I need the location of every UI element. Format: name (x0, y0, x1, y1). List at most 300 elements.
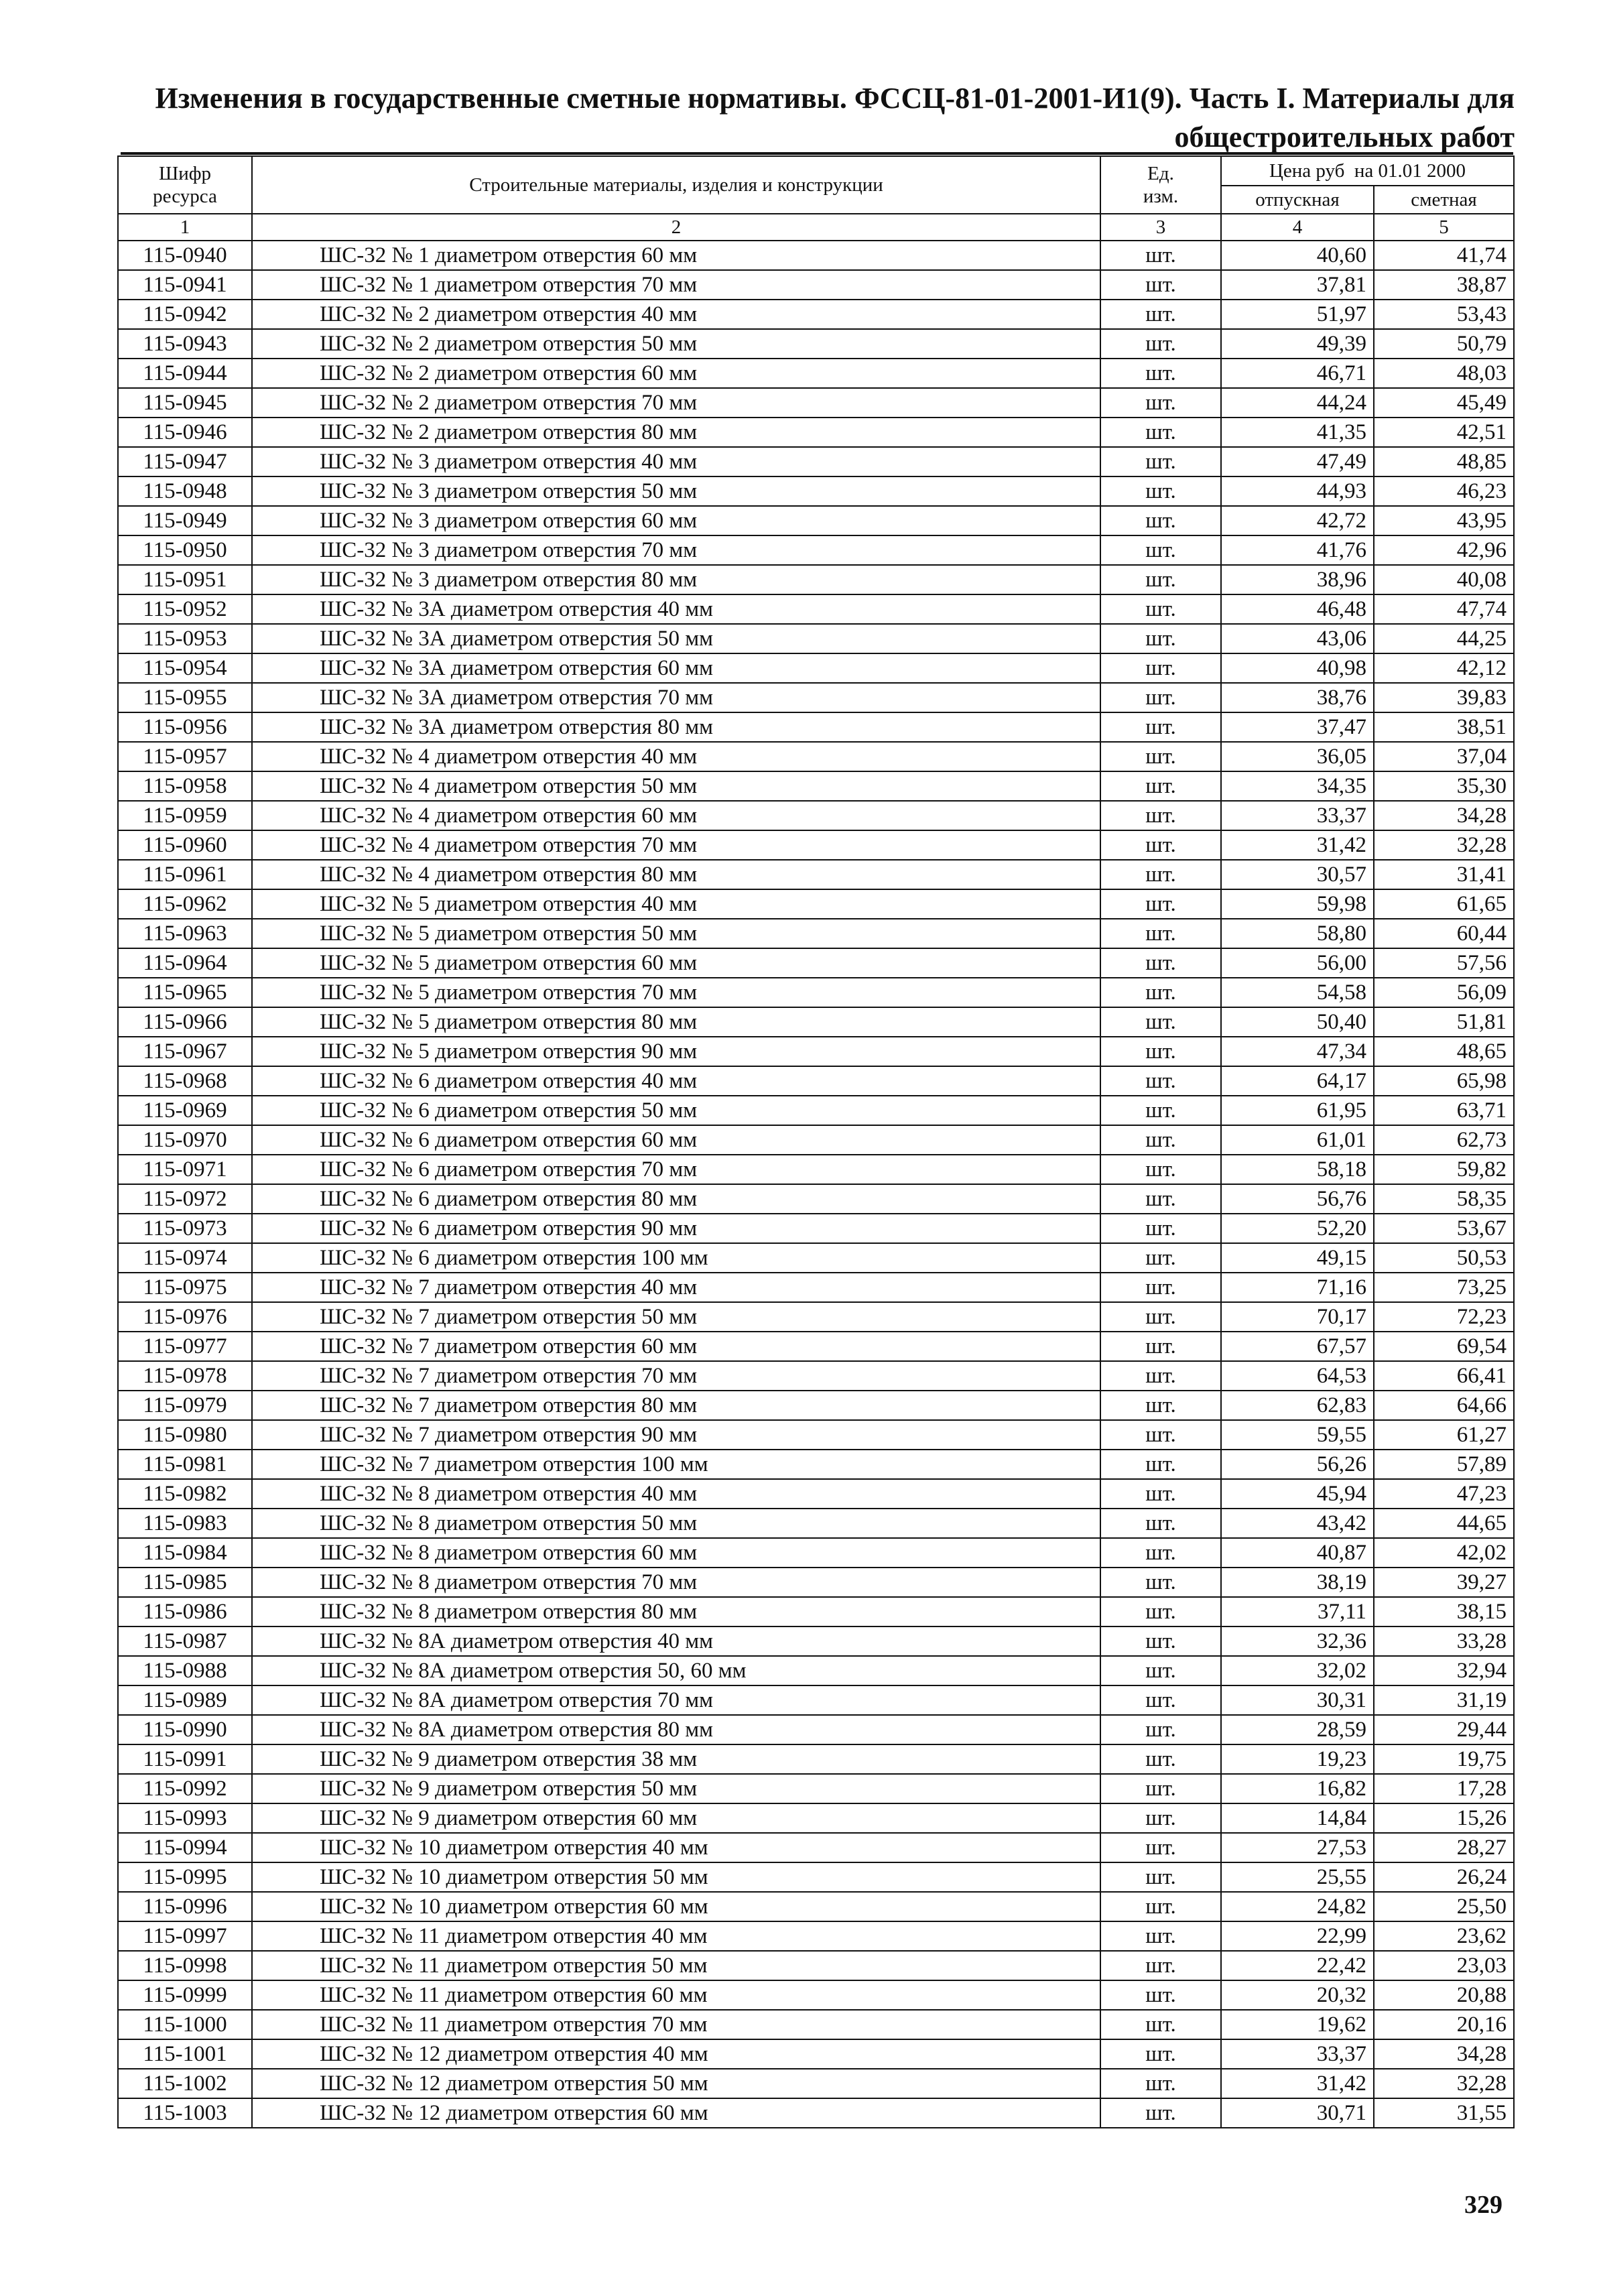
material-name-cell: ШС-32 № 3 диаметром отверстия 60 мм (252, 506, 1100, 535)
material-name-cell: ШС-32 № 6 диаметром отверстия 50 мм (252, 1096, 1100, 1125)
release-price-cell: 58,80 (1221, 919, 1374, 948)
resource-code-cell: 115-0993 (118, 1803, 252, 1833)
release-price-cell: 22,42 (1221, 1951, 1374, 1980)
estimate-price-cell: 50,53 (1374, 1243, 1514, 1273)
estimate-price-cell: 53,67 (1374, 1214, 1514, 1243)
material-name-cell: ШС-32 № 7 диаметром отверстия 40 мм (252, 1273, 1100, 1302)
page-header (114, 79, 1515, 157)
estimate-price-cell: 37,04 (1374, 742, 1514, 771)
release-price-cell: 19,62 (1221, 2010, 1374, 2039)
resource-code-cell: 115-0946 (118, 418, 252, 447)
unit-cell: шт. (1100, 1892, 1221, 1921)
col-number: 1 (118, 214, 252, 241)
estimate-price-cell: 57,56 (1374, 948, 1514, 978)
estimate-price-cell: 20,16 (1374, 2010, 1514, 2039)
material-name-cell: ШС-32 № 10 диаметром отверстия 40 мм (252, 1833, 1100, 1862)
resource-code-cell: 115-0954 (118, 653, 252, 683)
release-price-cell: 52,20 (1221, 1214, 1374, 1243)
resource-code-cell: 115-0984 (118, 1538, 252, 1568)
resource-code-cell: 115-0995 (118, 1862, 252, 1892)
unit-cell: шт. (1100, 948, 1221, 978)
release-price-cell: 45,94 (1221, 1479, 1374, 1509)
unit-cell: шт. (1100, 712, 1221, 742)
unit-cell: шт. (1100, 2069, 1221, 2098)
material-name-cell: ШС-32 № 5 диаметром отверстия 80 мм (252, 1007, 1100, 1037)
estimate-price-cell: 48,65 (1374, 1037, 1514, 1066)
release-price-cell: 61,95 (1221, 1096, 1374, 1125)
material-name-cell: ШС-32 № 5 диаметром отверстия 50 мм (252, 919, 1100, 948)
unit-cell: шт. (1100, 1037, 1221, 1066)
resource-code-cell: 115-0960 (118, 830, 252, 860)
resource-code-cell: 115-0941 (118, 270, 252, 300)
release-price-cell: 64,17 (1221, 1066, 1374, 1096)
release-price-cell: 70,17 (1221, 1302, 1374, 1332)
table-row (118, 1332, 1514, 1361)
col-header-unit: Ед. изм. (1100, 156, 1221, 214)
resource-code-cell: 115-0950 (118, 535, 252, 565)
estimate-price-cell: 32,28 (1374, 830, 1514, 860)
unit-cell: шт. (1100, 1007, 1221, 1037)
material-name-cell: ШС-32 № 5 диаметром отверстия 60 мм (252, 948, 1100, 978)
resource-code-cell: 115-0972 (118, 1184, 252, 1214)
release-price-cell: 25,55 (1221, 1862, 1374, 1892)
resource-code-cell: 115-0971 (118, 1155, 252, 1184)
release-price-cell: 19,23 (1221, 1744, 1374, 1774)
release-price-cell: 14,84 (1221, 1803, 1374, 1833)
table-row (118, 1656, 1514, 1685)
resource-code-cell: 115-0945 (118, 388, 252, 418)
material-name-cell: ШС-32 № 6 диаметром отверстия 90 мм (252, 1214, 1100, 1243)
release-price-cell: 16,82 (1221, 1774, 1374, 1803)
estimate-price-cell: 45,49 (1374, 388, 1514, 418)
resource-code-cell: 115-0964 (118, 948, 252, 978)
material-name-cell: ШС-32 № 6 диаметром отверстия 60 мм (252, 1125, 1100, 1155)
resource-code-cell: 115-0973 (118, 1214, 252, 1243)
release-price-cell: 38,19 (1221, 1568, 1374, 1597)
estimate-price-cell: 17,28 (1374, 1774, 1514, 1803)
unit-cell: шт. (1100, 1479, 1221, 1509)
estimate-price-cell: 59,82 (1374, 1155, 1514, 1184)
estimate-price-cell: 26,24 (1374, 1862, 1514, 1892)
unit-cell: шт. (1100, 2098, 1221, 2128)
table-row (118, 978, 1514, 1007)
material-name-cell: ШС-32 № 11 диаметром отверстия 70 мм (252, 2010, 1100, 2039)
release-price-cell: 47,34 (1221, 1037, 1374, 1066)
table-row (118, 476, 1514, 506)
resource-code-cell: 115-0996 (118, 1892, 252, 1921)
estimate-price-cell: 33,28 (1374, 1627, 1514, 1656)
resource-code-cell: 115-0997 (118, 1921, 252, 1951)
table-row (118, 624, 1514, 653)
page-number: 329 (1464, 2191, 1502, 2219)
table-row (118, 565, 1514, 594)
material-name-cell: ШС-32 № 4 диаметром отверстия 70 мм (252, 830, 1100, 860)
unit-cell: шт. (1100, 1951, 1221, 1980)
release-price-cell: 42,72 (1221, 506, 1374, 535)
material-name-cell: ШС-32 № 7 диаметром отверстия 70 мм (252, 1361, 1100, 1391)
material-name-cell: ШС-32 № 7 диаметром отверстия 60 мм (252, 1332, 1100, 1361)
material-name-cell: ШС-32 № 7 диаметром отверстия 100 мм (252, 1450, 1100, 1479)
table-row (118, 1066, 1514, 1096)
resource-code-cell: 115-0989 (118, 1685, 252, 1715)
table-row (118, 948, 1514, 978)
unit-cell: шт. (1100, 1862, 1221, 1892)
resource-code-cell: 115-0999 (118, 1980, 252, 2010)
material-name-cell: ШС-32 № 1 диаметром отверстия 70 мм (252, 270, 1100, 300)
resource-code-cell: 115-0994 (118, 1833, 252, 1862)
estimate-price-cell: 31,55 (1374, 2098, 1514, 2128)
estimate-price-cell: 15,26 (1374, 1803, 1514, 1833)
estimate-price-cell: 47,74 (1374, 594, 1514, 624)
material-name-cell: ШС-32 № 1 диаметром отверстия 60 мм (252, 241, 1100, 270)
estimate-price-cell: 63,71 (1374, 1096, 1514, 1125)
estimate-price-cell: 23,03 (1374, 1951, 1514, 1980)
estimate-price-cell: 48,85 (1374, 447, 1514, 476)
unit-cell: шт. (1100, 1214, 1221, 1243)
material-name-cell: ШС-32 № 10 диаметром отверстия 60 мм (252, 1892, 1100, 1921)
table-row (118, 1833, 1514, 1862)
table-row (118, 388, 1514, 418)
unit-cell: шт. (1100, 1744, 1221, 1774)
material-name-cell: ШС-32 № 12 диаметром отверстия 50 мм (252, 2069, 1100, 2098)
resource-code-cell: 115-0961 (118, 860, 252, 889)
material-name-cell: ШС-32 № 8А диаметром отверстия 80 мм (252, 1715, 1100, 1744)
table-row (118, 1597, 1514, 1627)
table-row (118, 801, 1514, 830)
resource-code-cell: 115-0963 (118, 919, 252, 948)
resource-code-cell: 115-0988 (118, 1656, 252, 1685)
estimate-price-cell: 48,03 (1374, 359, 1514, 388)
release-price-cell: 46,71 (1221, 359, 1374, 388)
material-name-cell: ШС-32 № 8 диаметром отверстия 80 мм (252, 1597, 1100, 1627)
release-price-cell: 37,11 (1221, 1597, 1374, 1627)
table-row (118, 359, 1514, 388)
estimate-price-cell: 69,54 (1374, 1332, 1514, 1361)
unit-cell: шт. (1100, 1066, 1221, 1096)
unit-cell: шт. (1100, 624, 1221, 653)
resource-code-cell: 115-0983 (118, 1509, 252, 1538)
release-price-cell: 27,53 (1221, 1833, 1374, 1862)
resource-code-cell: 115-0958 (118, 771, 252, 801)
resource-code-cell: 115-1003 (118, 2098, 252, 2128)
release-price-cell: 20,32 (1221, 1980, 1374, 2010)
resource-code-cell: 115-0951 (118, 565, 252, 594)
material-name-cell: ШС-32 № 9 диаметром отверстия 38 мм (252, 1744, 1100, 1774)
material-name-cell: ШС-32 № 3 диаметром отверстия 40 мм (252, 447, 1100, 476)
table-row (118, 1096, 1514, 1125)
release-price-cell: 50,40 (1221, 1007, 1374, 1037)
estimate-price-cell: 40,08 (1374, 565, 1514, 594)
resource-code-cell: 115-0966 (118, 1007, 252, 1037)
resource-code-cell: 115-0987 (118, 1627, 252, 1656)
unit-cell: шт. (1100, 565, 1221, 594)
material-name-cell: ШС-32 № 7 диаметром отверстия 50 мм (252, 1302, 1100, 1332)
unit-cell: шт. (1100, 1921, 1221, 1951)
unit-cell: шт. (1100, 1538, 1221, 1568)
resource-code-cell: 115-0943 (118, 329, 252, 359)
unit-cell: шт. (1100, 1155, 1221, 1184)
table-row (118, 1951, 1514, 1980)
resource-code-cell: 115-0977 (118, 1332, 252, 1361)
table-row (118, 1774, 1514, 1803)
estimate-price-cell: 62,73 (1374, 1125, 1514, 1155)
col-number: 5 (1374, 214, 1514, 241)
release-price-cell: 34,35 (1221, 771, 1374, 801)
material-name-cell: ШС-32 № 11 диаметром отверстия 40 мм (252, 1921, 1100, 1951)
col-number: 4 (1221, 214, 1374, 241)
material-name-cell: ШС-32 № 5 диаметром отверстия 40 мм (252, 889, 1100, 919)
table-row (118, 1420, 1514, 1450)
table-row (118, 1214, 1514, 1243)
release-price-cell: 62,83 (1221, 1391, 1374, 1420)
table-row (118, 1803, 1514, 1833)
resource-code-cell: 115-0965 (118, 978, 252, 1007)
material-name-cell: ШС-32 № 7 диаметром отверстия 90 мм (252, 1420, 1100, 1450)
release-price-cell: 49,15 (1221, 1243, 1374, 1273)
resource-code-cell: 115-0990 (118, 1715, 252, 1744)
estimate-price-cell: 39,83 (1374, 683, 1514, 712)
resource-code-cell: 115-0978 (118, 1361, 252, 1391)
table-row (118, 2010, 1514, 2039)
unit-cell: шт. (1100, 1243, 1221, 1273)
unit-cell: шт. (1100, 1803, 1221, 1833)
estimate-price-cell: 28,27 (1374, 1833, 1514, 1862)
table-row (118, 1568, 1514, 1597)
release-price-cell: 51,97 (1221, 300, 1374, 329)
estimate-price-cell: 41,74 (1374, 241, 1514, 270)
release-price-cell: 46,48 (1221, 594, 1374, 624)
resource-code-cell: 115-0955 (118, 683, 252, 712)
table-row (118, 1302, 1514, 1332)
table-row (118, 447, 1514, 476)
table-row (118, 418, 1514, 447)
material-name-cell: ШС-32 № 8А диаметром отверстия 70 мм (252, 1685, 1100, 1715)
table-row (118, 1361, 1514, 1391)
col-header-code: Шифр ресурса (118, 156, 252, 214)
unit-cell: шт. (1100, 447, 1221, 476)
resource-code-cell: 115-0948 (118, 476, 252, 506)
release-price-cell: 32,36 (1221, 1627, 1374, 1656)
table-row (118, 2039, 1514, 2069)
material-name-cell: ШС-32 № 3А диаметром отверстия 60 мм (252, 653, 1100, 683)
resource-code-cell: 115-1000 (118, 2010, 252, 2039)
resource-code-cell: 115-0957 (118, 742, 252, 771)
estimate-price-cell: 42,12 (1374, 653, 1514, 683)
unit-cell: шт. (1100, 1715, 1221, 1744)
header-rule (121, 152, 1513, 155)
header-title-line2: общестроительных работ (1174, 121, 1515, 153)
material-name-cell: ШС-32 № 8 диаметром отверстия 40 мм (252, 1479, 1100, 1509)
resource-code-cell: 115-0975 (118, 1273, 252, 1302)
material-name-cell: ШС-32 № 3 диаметром отверстия 50 мм (252, 476, 1100, 506)
release-price-cell: 59,55 (1221, 1420, 1374, 1450)
unit-cell: шт. (1100, 683, 1221, 712)
unit-cell: шт. (1100, 1685, 1221, 1715)
table-row (118, 241, 1514, 270)
unit-cell: шт. (1100, 889, 1221, 919)
material-name-cell: ШС-32 № 12 диаметром отверстия 40 мм (252, 2039, 1100, 2069)
unit-cell: шт. (1100, 535, 1221, 565)
material-name-cell: ШС-32 № 6 диаметром отверстия 70 мм (252, 1155, 1100, 1184)
release-price-cell: 41,35 (1221, 418, 1374, 447)
material-name-cell: ШС-32 № 3 диаметром отверстия 80 мм (252, 565, 1100, 594)
unit-cell: шт. (1100, 418, 1221, 447)
table-row (118, 1125, 1514, 1155)
table-row (118, 1243, 1514, 1273)
unit-cell: шт. (1100, 1597, 1221, 1627)
table-body (118, 241, 1514, 2128)
material-name-cell: ШС-32 № 5 диаметром отверстия 90 мм (252, 1037, 1100, 1066)
estimate-price-cell: 34,28 (1374, 801, 1514, 830)
material-name-cell: ШС-32 № 2 диаметром отверстия 60 мм (252, 359, 1100, 388)
estimate-price-cell: 61,27 (1374, 1420, 1514, 1450)
unit-cell: шт. (1100, 2010, 1221, 2039)
estimate-price-cell: 64,66 (1374, 1391, 1514, 1420)
estimate-price-cell: 31,41 (1374, 860, 1514, 889)
estimate-price-cell: 58,35 (1374, 1184, 1514, 1214)
table-row (118, 1892, 1514, 1921)
release-price-cell: 64,53 (1221, 1361, 1374, 1391)
unit-cell: шт. (1100, 1656, 1221, 1685)
estimate-price-cell: 25,50 (1374, 1892, 1514, 1921)
table-row (118, 2069, 1514, 2098)
material-name-cell: ШС-32 № 8 диаметром отверстия 70 мм (252, 1568, 1100, 1597)
resource-code-cell: 115-0949 (118, 506, 252, 535)
resource-code-cell: 115-0976 (118, 1302, 252, 1332)
resource-code-cell: 115-0986 (118, 1597, 252, 1627)
unit-cell: шт. (1100, 1833, 1221, 1862)
table-row (118, 300, 1514, 329)
release-price-cell: 38,76 (1221, 683, 1374, 712)
release-price-cell: 37,47 (1221, 712, 1374, 742)
estimate-price-cell: 42,02 (1374, 1538, 1514, 1568)
unit-cell: шт. (1100, 388, 1221, 418)
unit-cell: шт. (1100, 1420, 1221, 1450)
resource-code-cell: 115-1001 (118, 2039, 252, 2069)
release-price-cell: 44,93 (1221, 476, 1374, 506)
resource-code-cell: 115-0969 (118, 1096, 252, 1125)
release-price-cell: 58,18 (1221, 1155, 1374, 1184)
unit-cell: шт. (1100, 1361, 1221, 1391)
resource-code-cell: 115-0962 (118, 889, 252, 919)
release-price-cell: 71,16 (1221, 1273, 1374, 1302)
material-name-cell: ШС-32 № 9 диаметром отверстия 60 мм (252, 1803, 1100, 1833)
release-price-cell: 33,37 (1221, 801, 1374, 830)
unit-cell: шт. (1100, 1774, 1221, 1803)
resource-code-cell: 115-0944 (118, 359, 252, 388)
material-name-cell: ШС-32 № 4 диаметром отверстия 80 мм (252, 860, 1100, 889)
unit-cell: шт. (1100, 771, 1221, 801)
resource-code-cell: 115-0982 (118, 1479, 252, 1509)
unit-cell: шт. (1100, 978, 1221, 1007)
release-price-cell: 61,01 (1221, 1125, 1374, 1155)
table-row (118, 506, 1514, 535)
unit-cell: шт. (1100, 919, 1221, 948)
table-row (118, 2098, 1514, 2128)
release-price-cell: 33,37 (1221, 2039, 1374, 2069)
table-row (118, 712, 1514, 742)
material-name-cell: ШС-32 № 11 диаметром отверстия 60 мм (252, 1980, 1100, 2010)
release-price-cell: 32,02 (1221, 1656, 1374, 1685)
material-name-cell: ШС-32 № 2 диаметром отверстия 80 мм (252, 418, 1100, 447)
unit-cell: шт. (1100, 1184, 1221, 1214)
col-header-release-price: отпускная (1221, 186, 1374, 214)
table-row (118, 1627, 1514, 1656)
estimate-price-cell: 46,23 (1374, 476, 1514, 506)
table-row (118, 771, 1514, 801)
unit-cell: шт. (1100, 1568, 1221, 1597)
table-row (118, 1273, 1514, 1302)
estimate-price-cell: 20,88 (1374, 1980, 1514, 2010)
estimate-price-cell: 57,89 (1374, 1450, 1514, 1479)
unit-cell: шт. (1100, 1450, 1221, 1479)
estimate-price-cell: 44,65 (1374, 1509, 1514, 1538)
release-price-cell: 56,76 (1221, 1184, 1374, 1214)
release-price-cell: 30,57 (1221, 860, 1374, 889)
unit-cell: шт. (1100, 653, 1221, 683)
unit-cell: шт. (1100, 860, 1221, 889)
estimate-price-cell: 42,51 (1374, 418, 1514, 447)
material-name-cell: ШС-32 № 4 диаметром отверстия 40 мм (252, 742, 1100, 771)
estimate-price-cell: 60,44 (1374, 919, 1514, 948)
resource-code-cell: 115-0968 (118, 1066, 252, 1096)
material-name-cell: ШС-32 № 12 диаметром отверстия 60 мм (252, 2098, 1100, 2128)
estimate-price-cell: 73,25 (1374, 1273, 1514, 1302)
resource-code-cell: 115-0967 (118, 1037, 252, 1066)
col-header-price: Цена руб на 01.01 2000 (1221, 156, 1514, 186)
release-price-cell: 40,60 (1221, 241, 1374, 270)
unit-cell: шт. (1100, 329, 1221, 359)
table-row (118, 1184, 1514, 1214)
material-name-cell: ШС-32 № 2 диаметром отверстия 40 мм (252, 300, 1100, 329)
estimate-price-cell: 61,65 (1374, 889, 1514, 919)
resource-code-cell: 115-0942 (118, 300, 252, 329)
release-price-cell: 24,82 (1221, 1892, 1374, 1921)
material-name-cell: ШС-32 № 8А диаметром отверстия 50, 60 мм (252, 1656, 1100, 1685)
resource-code-cell: 115-0979 (118, 1391, 252, 1420)
resource-code-cell: 115-0959 (118, 801, 252, 830)
release-price-cell: 67,57 (1221, 1332, 1374, 1361)
release-price-cell: 22,99 (1221, 1921, 1374, 1951)
unit-cell: шт. (1100, 742, 1221, 771)
material-name-cell: ШС-32 № 6 диаметром отверстия 100 мм (252, 1243, 1100, 1273)
resource-code-cell: 115-0947 (118, 447, 252, 476)
unit-cell: шт. (1100, 359, 1221, 388)
resource-code-cell: 115-0985 (118, 1568, 252, 1597)
material-name-cell: ШС-32 № 2 диаметром отверстия 70 мм (252, 388, 1100, 418)
material-name-cell: ШС-32 № 11 диаметром отверстия 50 мм (252, 1951, 1100, 1980)
unit-cell: шт. (1100, 1096, 1221, 1125)
resource-code-cell: 115-1002 (118, 2069, 252, 2098)
estimate-price-cell: 51,81 (1374, 1007, 1514, 1037)
col-header-name: Строительные материалы, изделия и конструкции (252, 156, 1100, 214)
release-price-cell: 38,96 (1221, 565, 1374, 594)
material-name-cell: ШС-32 № 10 диаметром отверстия 50 мм (252, 1862, 1100, 1892)
unit-cell: шт. (1100, 1332, 1221, 1361)
material-name-cell: ШС-32 № 6 диаметром отверстия 40 мм (252, 1066, 1100, 1096)
table-row (118, 1685, 1514, 1715)
material-name-cell: ШС-32 № 4 диаметром отверстия 50 мм (252, 771, 1100, 801)
estimate-price-cell: 32,28 (1374, 2069, 1514, 2098)
unit-cell: шт. (1100, 2039, 1221, 2069)
table-row (118, 1538, 1514, 1568)
table-row (118, 742, 1514, 771)
table-row (118, 860, 1514, 889)
unit-cell: шт. (1100, 594, 1221, 624)
table-row (118, 919, 1514, 948)
estimate-price-cell: 44,25 (1374, 624, 1514, 653)
table-row (118, 1744, 1514, 1774)
